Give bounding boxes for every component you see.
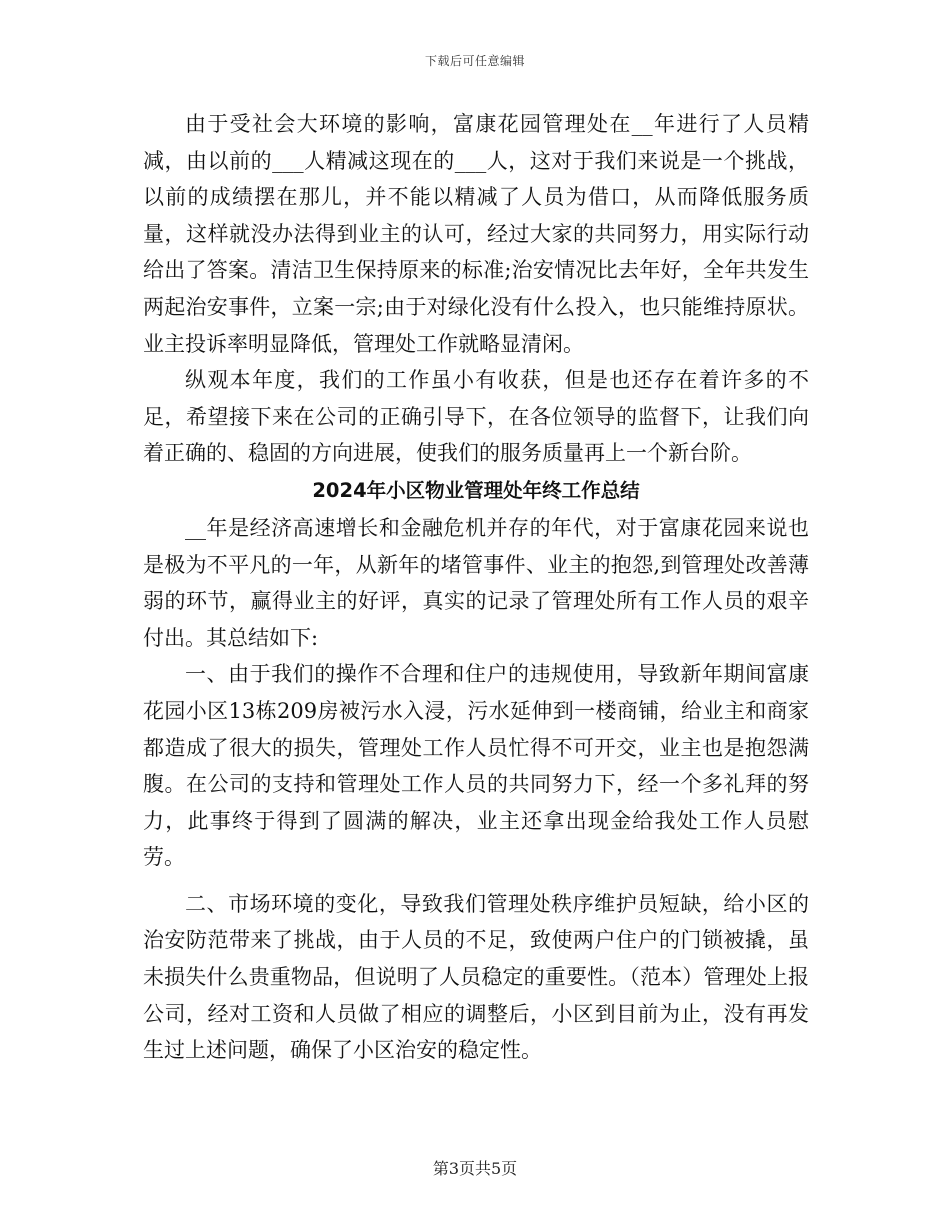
paragraph-intro: __年是经济高速增长和金融危机并存的年代，对于富康花园来说也是极为不平凡的一年，从新年的堵管事件、业主的抱怨,到管理处改善薄弱的环节，赢得业主的好评，真实的记录了管理处所有工作人员的艰辛付出。其总结如下: <box>143 515 809 650</box>
document-body <box>143 106 809 1069</box>
page-number: 第3页共5页 <box>432 1159 518 1178</box>
paragraph-spacer <box>143 876 809 886</box>
paragraph-staff-reduction: 由于受社会大环境的影响，富康花园管理处在__年进行了人员精减，由以前的___人精减这现在的___人，这对于我们来说是一个挑战，以前的成绩摆在那儿，并不能以精减了人员为借口，从而降低服务质量，这样就没办法得到业主的认可，经过大家的共同努力，用实际行动给出了答案。清洁卫生保持原来的标准;治安情况比去年好，全年共发生两起治安事件，立案一宗;由于对绿化没有什么投入，也只能维持原状。业主投诉率明显降低，管理处工作就略显清闲。 <box>143 112 809 356</box>
page-header: 下载后可任意编辑 <box>424 54 525 68</box>
paragraph-year-review: 纵观本年度，我们的工作虽小有收获，但是也还存在着许多的不足，希望接下来在公司的正确引导下，在各位领导的监督下，让我们向着正确的、稳固的方向进展，使我们的服务质量再上一个新台阶。 <box>143 368 809 466</box>
section-title: 2024年小区物业管理处年终工作总结 <box>312 478 640 502</box>
paragraph-item-two: 二、市场环境的变化，导致我们管理处秩序维护员短缺，给小区的治安防范带来了挑战，由于人员的不足，致使两户住户的门锁被撬，虽未损失什么贵重物品，但说明了人员稳定的重要性。（范本）管理处上报公司，经对工资和人员做了相应的调整后，小区到目前为止，没有再发生过上述问题，确保了小区治安的稳定性。 <box>143 891 809 1063</box>
paragraph-item-one: 一、由于我们的操作不合理和住户的违规使用，导致新年期间富康花园小区13栋209房被污水入浸，污水延伸到一楼商铺，给业主和商家都造成了很大的损失，管理处工作人员忙得不可开交，业主也是抱怨满腹。在公司的支持和管理处工作人员的共同努力下，经一个多礼拜的努力，此事终于得到了圆满的解决，业主还拿出现金给我处工作人员慰劳。 <box>143 662 809 870</box>
